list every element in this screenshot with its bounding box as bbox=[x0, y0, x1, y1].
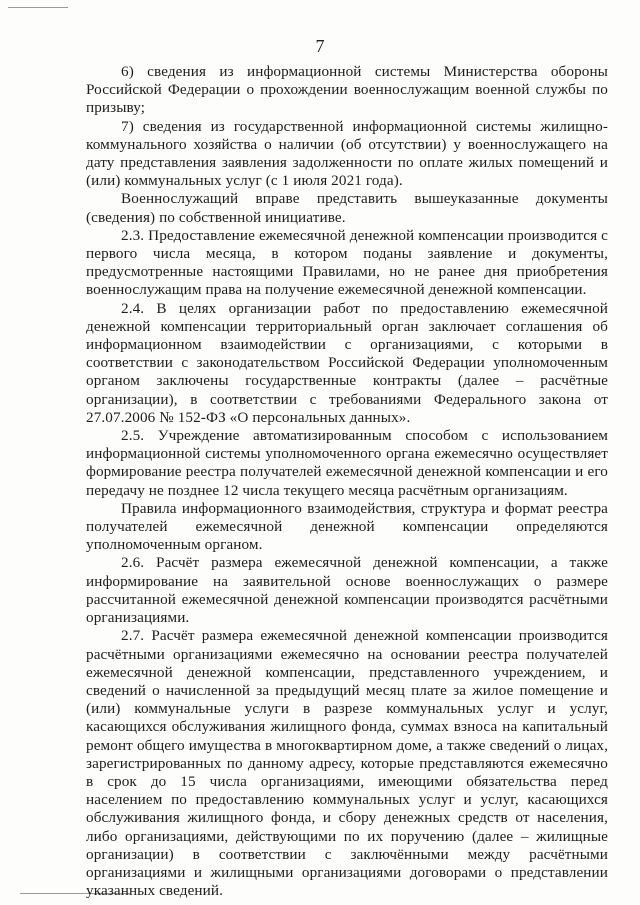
paragraph-item-6: 6) сведения из информационной системы Министерства обороны Российской Федерации о прохождении военнослужащим военной службы по призыву; bbox=[86, 63, 608, 117]
paragraph-2-6: 2.6. Расчёт размера ежемесячной денежной компенсации, а также информирование на заявительной основе военнослужащих о размере рассчитанной ежемесячной денежной компенсации производятся расчётными организациями. bbox=[86, 554, 608, 627]
paragraph-2-3: 2.3. Предоставление ежемесячной денежной компенсации производится с первого числа месяца, в котором поданы заявление и документы, предусмотренные настоящими Правилами, но не ранее дня приобретения военнослужащим права на получение ежемесячной денежной компенсации. bbox=[86, 226, 608, 299]
scan-edge-mark-top bbox=[8, 7, 68, 8]
page-number: 7 bbox=[315, 36, 325, 56]
paragraph-exchange-rules: Правила информационного взаимодействия, структура и формат реестра получателей ежемесячной денежной компенсации определяются уполномоченным органом. bbox=[86, 499, 608, 554]
paragraph-2-7: 2.7. Расчёт размера ежемесячной денежной компенсации производится расчётными организациями ежемесячно на основании реестра получателей ежемесячной денежной компенсации, представленного учреждением, и сведений о начисленной за предыдущий месяц плате за жилое помещение и (или) коммунальные услуги в разрезе коммунальных услуг и услуг, касающихся обслуживания жилищного фонда, суммах взноса на капитальный ремонт общего имущества в многоквартирном доме, а также сведений о лицах, зарегистрированных по данному адресу, которые представляются ежемесячно в срок до 15 числа организациями, имеющими обязательства перед населением по предоставлению коммунальных услуг и услуг, касающихся обслуживания жилищного фонда, и сбору денежных средств от населения, либо организациями, действующими по их поручению (далее – жилищные организации) в соответствии с заключёнными между расчётными организациями и жилищными организациями договорами о представлении указанных сведений. bbox=[86, 627, 608, 900]
document-body bbox=[86, 63, 608, 900]
paragraph-own-initiative: Военнослужащий вправе представить вышеуказанные документы (сведения) по собственной инициативе. bbox=[86, 190, 608, 226]
paragraph-item-7: 7) сведения из государственной информационной системы жилищно-коммунального хозяйства о наличии (об отсутствии) у военнослужащего на дату представления заявления задолженности по оплате жилых помещений и (или) коммунальных услуг (с 1 июля 2021 года). bbox=[86, 117, 608, 190]
paragraph-2-5: 2.5. Учреждение автоматизированным способом с использованием информационной системы уполномоченного органа ежемесячно осуществляет формирование реестра получателей ежемесячной денежной компенсации и его передачу не позднее 12 числа текущего месяца расчётным организациям. bbox=[86, 427, 608, 499]
paragraph-2-4: 2.4. В целях организации работ по предоставлению ежемесячной денежной компенсации территориальный орган заключает соглашения об информационном взаимодействии с организациями, с которыми в соответствии с законодательством Российской Федерации уполномоченным органом заключены государственные контракты (далее – расчётные организации), в соответствии с требованиями Федерального закона от 27.07.2006 № 152-ФЗ «О персональных данных». bbox=[86, 299, 608, 426]
